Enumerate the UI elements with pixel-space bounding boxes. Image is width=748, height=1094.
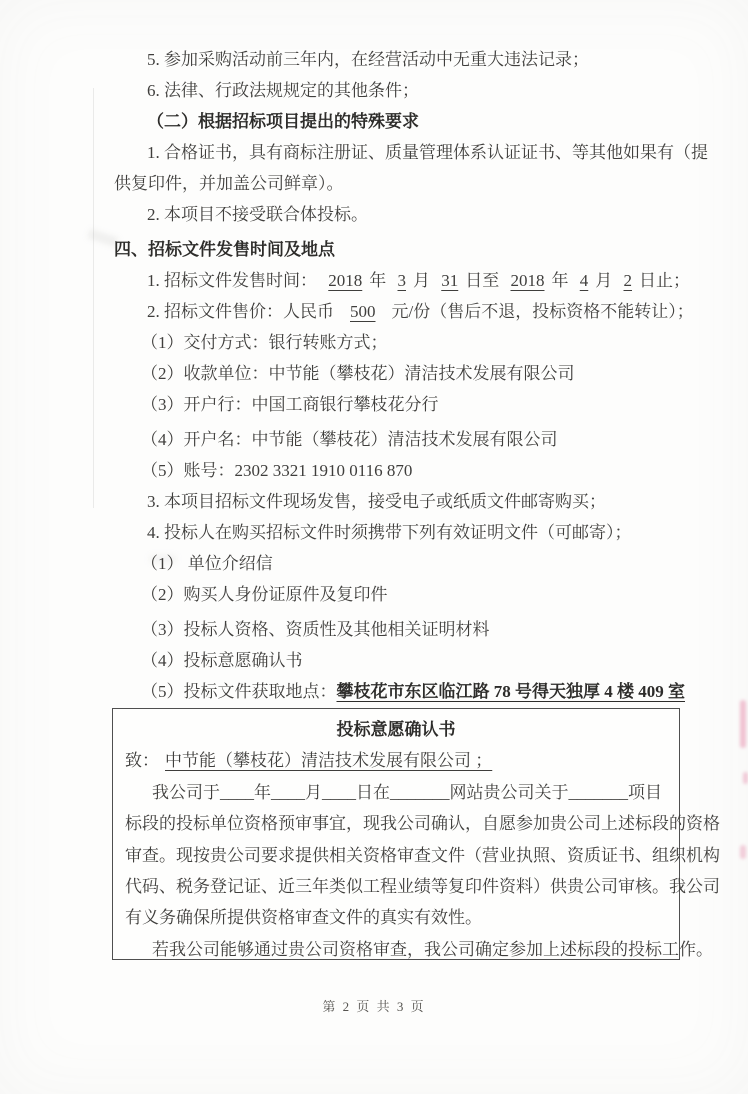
condition-item-5: 5. 参加采购活动前三年内，在经营活动中无重大违法记录； <box>147 50 589 69</box>
cert-requirement-line-1: 1. 合格证书，具有商标注册证、质量管理体系认证证书、等其他如果有（提 <box>147 143 708 162</box>
doc-item-1: （1） 单位介绍信 <box>141 554 273 573</box>
sale-start-day: 31 <box>441 271 459 290</box>
doc-item-2: （2）购买人身份证原件及复印件 <box>141 585 388 604</box>
bank-line: （3）开户行：中国工商银行攀枝花分行 <box>141 395 439 414</box>
price-line <box>114 296 694 327</box>
document-body <box>114 44 708 707</box>
sale-start-year: 2018 <box>328 271 363 290</box>
doc-item-3: （3）投标人资格、资质性及其他相关证明材料 <box>141 620 490 639</box>
no-consortium-item: 2. 本项目不接受联合体投标。 <box>147 205 368 224</box>
payment-method-line: （1）交付方式：银行转账方式； <box>141 333 388 352</box>
confirmation-closing-line: 若我公司能够通过贵公司资格审查，我公司确定参加上述标段的投标工作。 <box>152 939 713 959</box>
confirmation-title: 投标意愿确认书 <box>336 720 456 739</box>
addressee-company: 中节能（攀枝花）清洁技术发展有限公司 ； <box>165 751 493 771</box>
section-heading-sale-time: 四、招标文件发售时间及地点 <box>114 240 335 259</box>
price-prefix: 2. 招标文件售价：人民币 <box>147 302 334 321</box>
condition-item-6: 6. 法律、行政法规规定的其他条件； <box>147 81 419 100</box>
doc-item-5-location <box>114 676 689 707</box>
sale-time-suffix: 日止； <box>639 271 690 290</box>
confirmation-paragraph-line-4: 代码、税务登记证、近三年类似工程业绩等复印件资料）供贵公司审核。我公司 <box>125 876 720 896</box>
unit-month: 月 <box>595 271 613 290</box>
account-number-line <box>114 455 689 486</box>
account-number-value: 2302 3321 1910 0116 870 <box>234 461 413 480</box>
bid-intent-confirmation-box <box>112 708 720 960</box>
unit-year: 年 <box>551 271 569 290</box>
location-address: 攀枝花市东区临江路 78 号得天独厚 4 楼 409 室 <box>336 682 685 701</box>
payee-line: （2）收款单位：中节能（攀枝花）清洁技术发展有限公司 <box>141 364 575 383</box>
unit-month: 月 <box>413 271 430 290</box>
section-heading-special-requirements: （二）根据招标项目提出的特殊要求 <box>147 112 419 131</box>
addressee-label: 致： <box>125 751 159 771</box>
scan-pink-mark <box>740 845 746 859</box>
scan-artifact-line <box>93 88 94 508</box>
location-prefix: （5）投标文件获取地点： <box>141 682 337 701</box>
confirmation-paragraph-line-1: 我公司于____年____月____日在_______网站贵公司关于_______项目 <box>152 782 662 802</box>
sale-time-line <box>114 265 689 296</box>
price-value: 500 <box>350 302 376 321</box>
account-number-prefix: （5）账号： <box>141 461 235 480</box>
sale-end-day: 2 <box>623 271 632 290</box>
doc-item-4: （4）投标意愿确认书 <box>141 651 303 670</box>
addressee-line <box>125 745 667 776</box>
onsite-sale-item: 3. 本项目招标文件现场发售，接受电子或纸质文件邮寄购买； <box>147 492 606 511</box>
unit-year: 年 <box>369 271 387 290</box>
confirmation-paragraph-line-3: 审查。现按贵公司要求提供相关资格审查文件（营业执照、资质证书、组织机构 <box>125 845 720 865</box>
page-number-footer: 第 2 页 共 3 页 <box>322 999 426 1014</box>
sale-end-year: 2018 <box>510 271 545 290</box>
required-documents-item: 4. 投标人在购买招标文件时须携带下列有效证明文件（可邮寄）； <box>147 523 632 542</box>
sale-time-prefix: 1. 招标文件发售时间： <box>147 271 317 290</box>
confirmation-paragraph-line-5: 有义务确保所提供资格审查文件的真实有效性。 <box>125 908 482 928</box>
account-name-line: （4）开户名：中节能（攀枝花）清洁技术发展有限公司 <box>141 430 558 449</box>
confirmation-paragraph-line-2: 标段的投标单位资格预审事宜，现我公司确认，自愿参加贵公司上述标段的资格 <box>125 814 720 834</box>
price-suffix: 元/份（售后不退，投标资格不能转让）； <box>391 302 694 321</box>
sale-end-month: 4 <box>579 271 589 290</box>
scan-pink-mark <box>740 700 746 748</box>
cert-requirement-line-2: 供复印件，并加盖公司鲜章）。 <box>114 174 344 193</box>
date-range-separator: 日至 <box>465 271 500 290</box>
sale-start-month: 3 <box>397 271 406 290</box>
scan-pink-mark <box>743 772 748 784</box>
